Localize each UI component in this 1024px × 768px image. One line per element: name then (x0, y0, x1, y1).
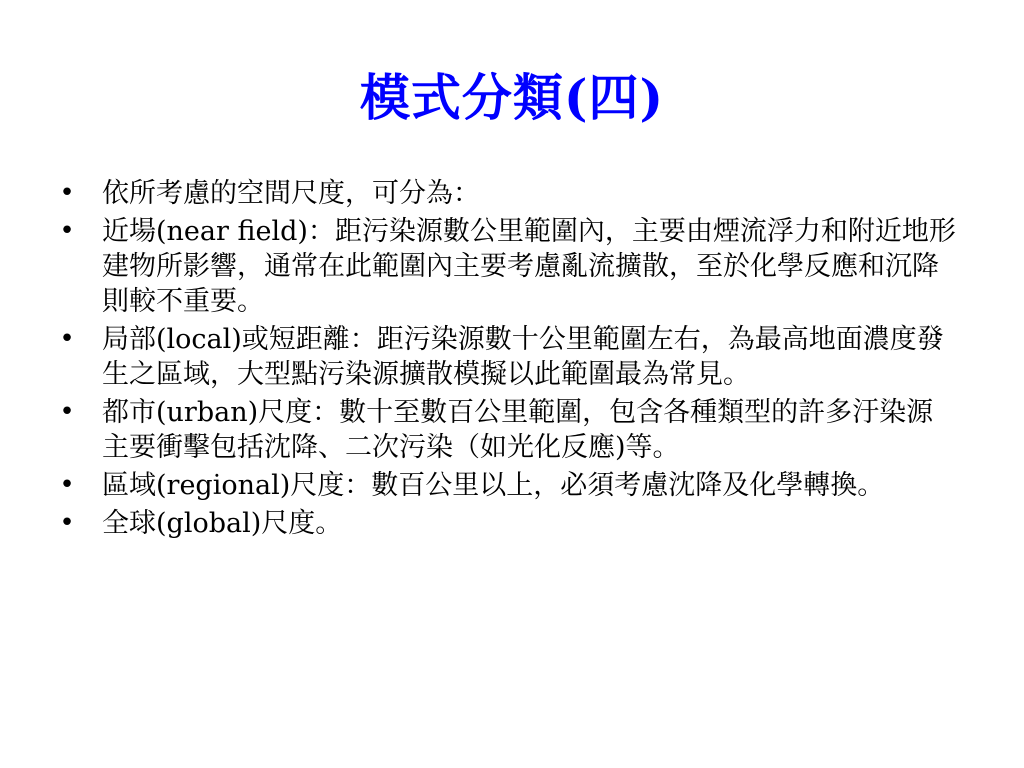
bullet-text: 區域(regional)尺度：數百公里以上，必須考慮沈降及化學轉換。 (102, 470, 885, 501)
bullet-item (56, 468, 956, 503)
bullet-text: 全球(global)尺度。 (102, 508, 343, 539)
bullet-text: 近場(near field)：距污染源數公里範圍內，主要由煙流浮力和附近地形建物所影響，通常在此範圍內主要考慮亂流擴散，至於化學反應和沉降則較不重要。 (102, 216, 956, 317)
bullet-text: 都市(urban)尺度：數十至數百公里範圍，包含各種類型的許多汙染源主要衝擊包括沈降、二次污染（如光化反應)等。 (102, 397, 934, 463)
bullet-icon: • (59, 178, 75, 208)
bullet-icon: • (59, 216, 75, 246)
slide-title: 模式分類(四) (359, 68, 665, 127)
bullet-item (56, 395, 956, 465)
bullet-list (56, 176, 956, 544)
bullet-icon: • (59, 324, 75, 354)
bullet-item (56, 176, 956, 211)
bullet-item (56, 506, 956, 541)
bullet-item (56, 322, 956, 392)
bullet-text: 依所考慮的空間尺度，可分為： (102, 178, 480, 209)
bullet-icon: • (59, 397, 75, 427)
bullet-icon: • (59, 508, 75, 538)
bullet-icon: • (59, 470, 75, 500)
bullet-text: 局部(local)或短距離：距污染源數十公里範圍左右，為最高地面濃度發生之區域，大型點污染源擴散模擬以此範圍最為常見。 (102, 324, 944, 390)
bullet-item (56, 214, 956, 319)
